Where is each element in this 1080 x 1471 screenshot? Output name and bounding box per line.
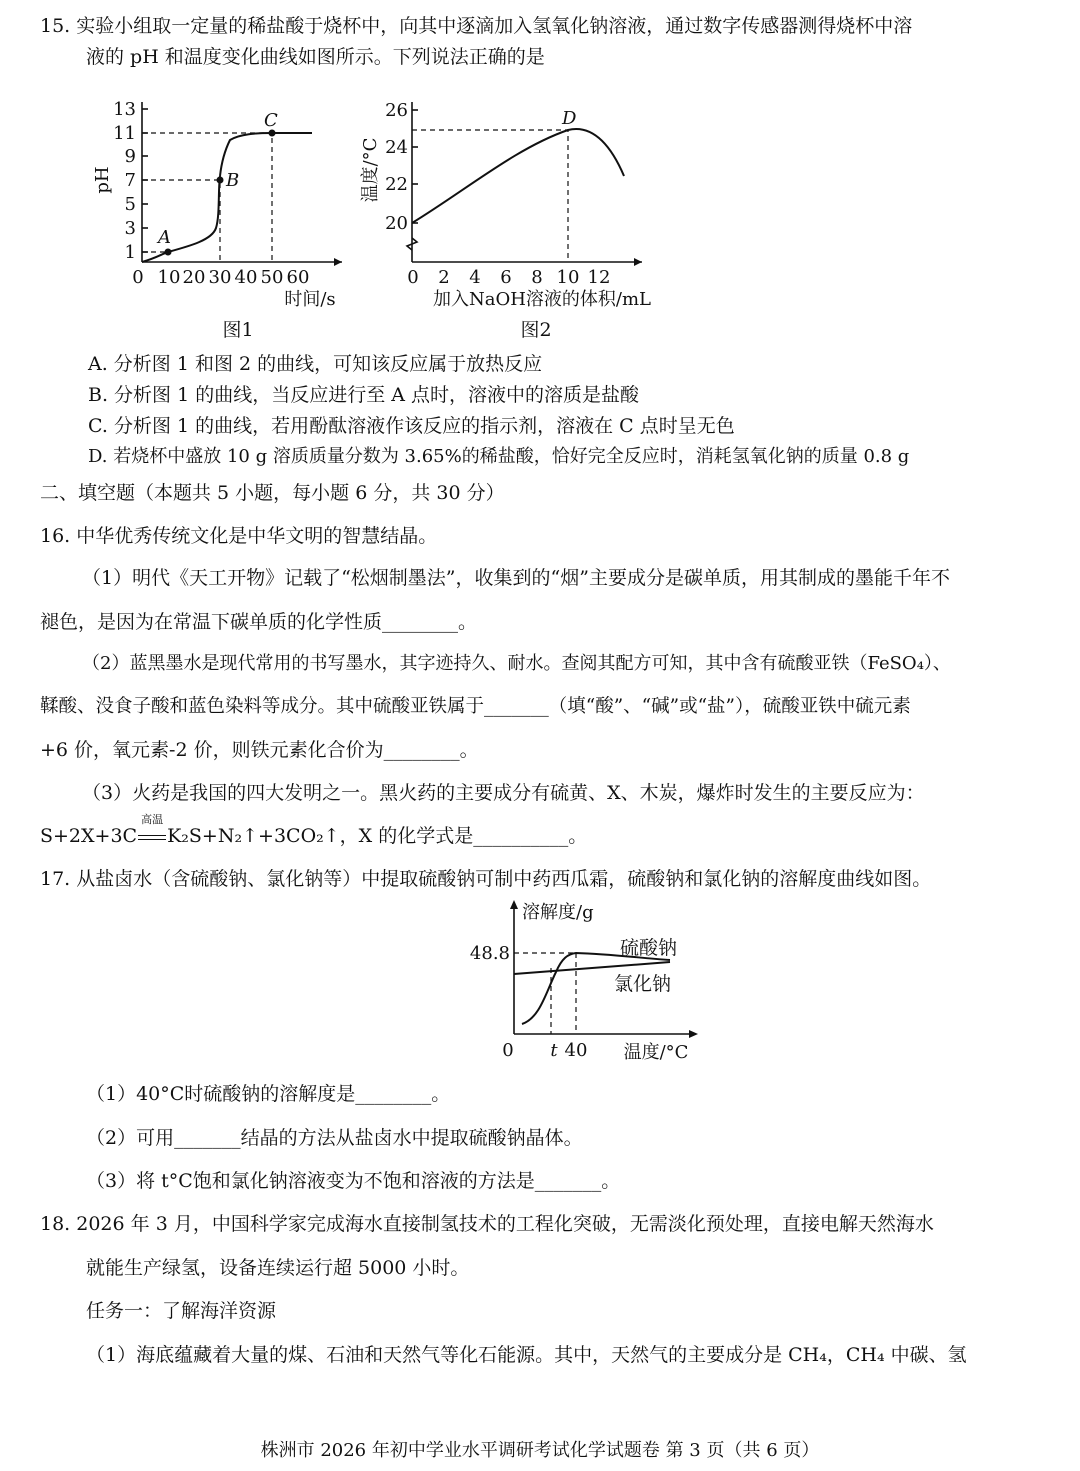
q17-p3: （3）将 t°C饱和氯化钠溶液变为不饱和溶液的方法是_______。: [86, 1170, 621, 1192]
svg-text:10: 10: [157, 267, 181, 288]
fig1-point-b: [217, 177, 224, 184]
svg-text:50: 50: [260, 267, 284, 288]
svg-text:20: 20: [182, 267, 206, 288]
fig1-point-a: [165, 249, 172, 256]
fig1-x-ticks: [132, 267, 309, 288]
figure-2-temperature-chart: [356, 90, 676, 350]
q17-stem: 17. 从盐卤水（含硫酸钠、氯化钠等）中提取硫酸钠可制中药西瓜霜，硫酸钠和氯化钠的溶解度曲线如图。: [40, 868, 932, 890]
fig2-caption: 图2: [520, 319, 552, 341]
q18-line2: 就能生产绿氢，设备连续运行超 5000 小时。: [86, 1257, 470, 1279]
section-2-heading: 二、填空题（本题共 5 小题，每小题 6 分，共 30 分）: [40, 482, 505, 504]
figure-1-ph-chart: [80, 90, 350, 350]
q17-series-nacl: 氯化钠: [614, 973, 672, 995]
fig2-xlabel: 加入NaOH溶液的体积/mL: [432, 289, 652, 310]
svg-text:24: 24: [385, 137, 408, 158]
svg-text:60: 60: [286, 267, 310, 288]
q17-p1: （1）40°C时硫酸钠的溶解度是________。: [86, 1083, 451, 1105]
svg-text:0: 0: [132, 267, 144, 288]
fig1-ytick: 13: [113, 99, 136, 120]
fig2-y-ticks: [385, 100, 418, 234]
fig1-ytick: 9: [124, 146, 136, 167]
svg-text:10: 10: [556, 267, 580, 288]
q17-xtick-40: 40: [564, 1040, 588, 1061]
q16-p3a: （3）火药是我国的四大发明之一。黑火药的主要成分有硫黄、X、木炭，爆炸时发生的主要反应为：: [82, 782, 925, 804]
q16-stem: 16. 中华优秀传统文化是中华文明的智慧结晶。: [40, 525, 438, 547]
svg-text:8: 8: [531, 267, 543, 288]
fig2-x-ticks: [407, 267, 610, 288]
fig1-ytick: 5: [124, 194, 136, 215]
q15-line2: 液的 pH 和温度变化曲线如图所示。下列说法正确的是: [86, 46, 545, 68]
q16-p1b: 褪色，是因为在常温下碳单质的化学性质________。: [40, 611, 478, 633]
q16-p3b: [40, 813, 588, 848]
q17-y-value: 48.8: [469, 943, 510, 964]
q16-equation-right: K₂S+N₂↑+3CO₂↑，X 的化学式是__________。: [167, 825, 588, 847]
fig1-ylabel: pH: [92, 166, 113, 194]
fig2-ylabel: 温度/°C: [360, 137, 381, 203]
fig1-guide-b: [142, 180, 220, 262]
q15-option-a: A. 分析图 1 和图 2 的曲线，可知该反应属于放热反应: [88, 353, 543, 375]
q15-option-b: B. 分析图 1 的曲线，当反应进行至 A 点时，溶液中的溶质是盐酸: [88, 384, 640, 406]
svg-text:4: 4: [469, 267, 481, 288]
svg-text:6: 6: [500, 267, 512, 288]
fig1-ytick: 3: [124, 218, 136, 239]
q15-option-d: D. 若烧杯中盛放 10 g 溶质质量分数为 3.65%的稀盐酸，恰好完全反应时，消耗氢氧化钠的质量 0.8 g: [88, 446, 910, 467]
fig2-temp-curve: [412, 129, 624, 223]
fig1-label-b: B: [226, 170, 240, 191]
q16-p2a: （2）蓝黑墨水是现代常用的书写墨水，其字迹持久、耐水。查阅其配方可知，其中含有硫酸亚铁（FeSO₄）、: [82, 653, 951, 674]
q17-origin: 0: [502, 1040, 514, 1061]
q16-equation-arrow: [137, 813, 167, 848]
q16-equation-left: S+2X+3C: [40, 825, 138, 847]
fig1-caption: 图1: [222, 319, 254, 341]
q18-line1: 18. 2026 年 3 月，中国科学家完成海水直接制氢技术的工程化突破，无需淡化预处理，直接电解天然海水: [40, 1213, 934, 1235]
fig2-label-d: D: [562, 108, 577, 129]
q18-task1: 任务一：了解海洋资源: [86, 1300, 277, 1322]
svg-text:30: 30: [208, 267, 232, 288]
fig1-xlabel: 时间/s: [284, 289, 336, 310]
q15-option-c: C. 分析图 1 的曲线，若用酚酞溶液作该反应的指示剂，溶液在 C 点时呈无色: [88, 415, 735, 437]
q15-line1: 15. 实验小组取一定量的稀盐酸于烧杯中，向其中逐滴加入氢氧化钠溶液，通过数字传感器测得烧杯中溶: [40, 15, 913, 37]
q17-solubility-chart: [460, 896, 710, 1068]
fig1-label-a: A: [158, 227, 171, 248]
fig1-ytick: 1: [124, 242, 136, 263]
page-footer: 株洲市 2026 年初中学业水平调研考试化学试题卷 第 3 页（共 6 页）: [260, 1440, 820, 1461]
q17-xtick-t: t: [550, 1040, 558, 1061]
q16-equation-condition: 高温: [141, 813, 164, 826]
q18-p1: （1）海底蕴藏着大量的煤、石油和天然气等化石能源。其中，天然气的主要成分是 CH₄，CH₄ 中碳、氢: [86, 1344, 967, 1366]
svg-text:12: 12: [587, 267, 611, 288]
q17-xlabel: 温度/°C: [623, 1042, 689, 1063]
fig2-guide-d: [412, 130, 568, 262]
svg-text:0: 0: [407, 267, 419, 288]
q17-series-na2so4: 硫酸钠: [620, 937, 678, 959]
q17-ylabel: 溶解度/g: [522, 902, 594, 923]
svg-text:26: 26: [385, 100, 408, 121]
q16-p2b: 鞣酸、没食子酸和蓝色染料等成分。其中硫酸亚铁属于_______（填“酸”、“碱”或“盐”），硫酸亚铁中硫元素: [40, 696, 911, 717]
svg-text:2: 2: [438, 267, 450, 288]
svg-text:20: 20: [385, 213, 408, 234]
fig1-ytick: 7: [124, 170, 136, 191]
fig1-ytick: 11: [113, 123, 136, 144]
q16-p1a: （1）明代《天工开物》记载了“松烟制墨法”，收集到的“烟”主要成分是碳单质，用其制成的墨能千年不: [82, 567, 950, 589]
q16-p2c: +6 价，氧元素-2 价，则铁元素化合价为________。: [40, 739, 479, 761]
svg-text:22: 22: [385, 174, 408, 195]
fig1-label-c: C: [264, 110, 278, 131]
q17-p2: （2）可用_______结晶的方法从盐卤水中提取硫酸钠晶体。: [86, 1127, 583, 1149]
svg-text:40: 40: [234, 267, 258, 288]
